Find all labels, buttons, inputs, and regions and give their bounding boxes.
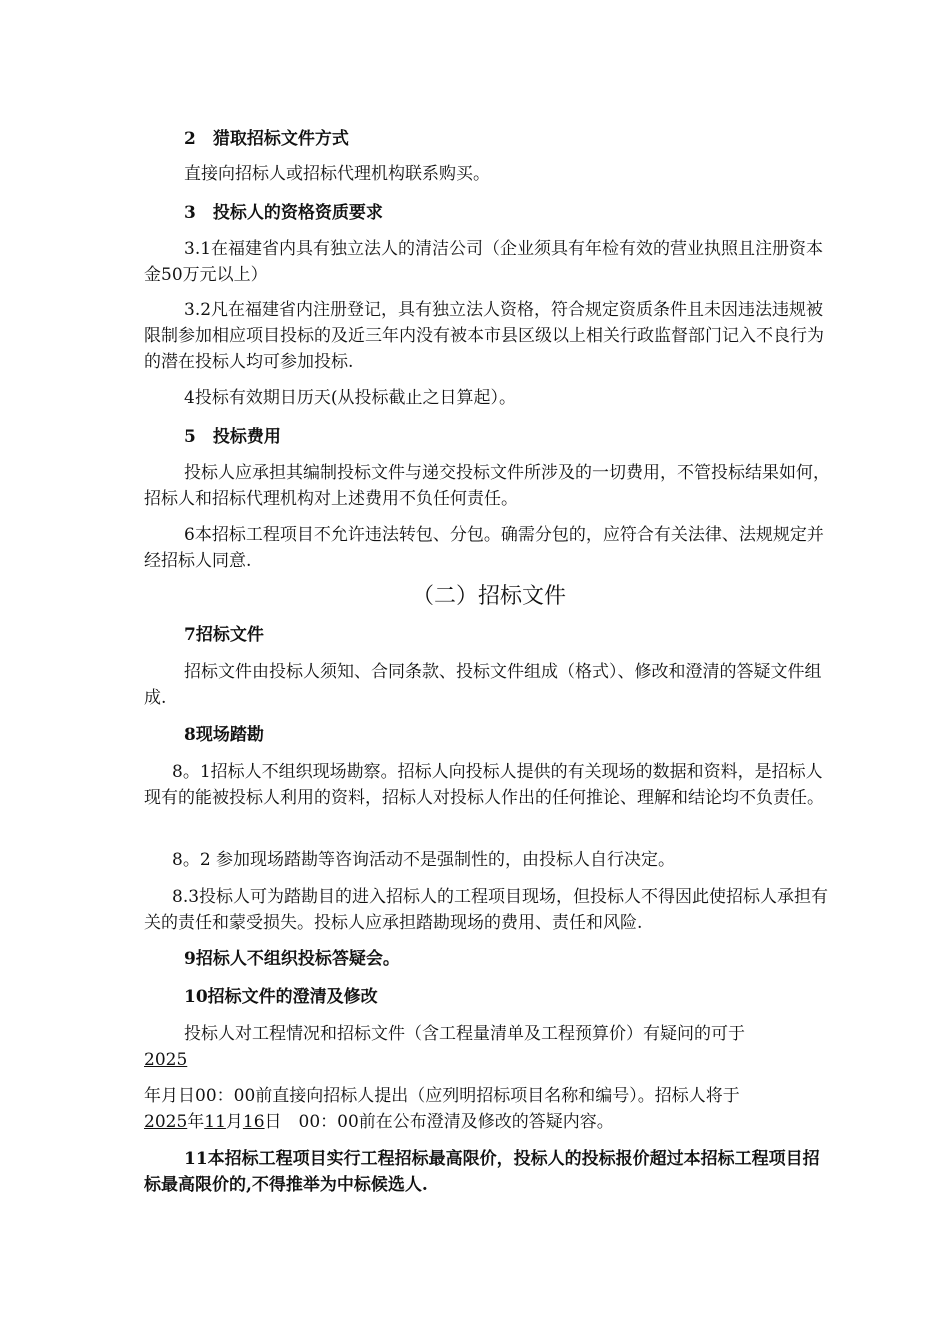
section-10-day: 16: [242, 1112, 265, 1132]
section-5-heading: 5 投标费用: [184, 427, 281, 447]
section-2-heading: 2 猎取招标文件方式: [184, 129, 349, 149]
section-8-3: 8.3投标人可为踏勘目的进入招标人的工程项目现场，但投标人不得因此使招标人承担有关的责任和蒙受损失。投标人应承担踏勘现场的费用、责任和风险.: [144, 887, 829, 933]
section-7-body: 招标文件由投标人须知、合同条款、投标文件组成（格式）、修改和澄清的答疑文件组成.: [144, 662, 822, 708]
section-8-1: 8。1招标人不组织现场勘察。招标人向投标人提供的有关现场的数据和资料，是招标人现有的能被投标人利用的资料，招标人对投标人作出的任何推论、理解和结论均不负责任。: [144, 762, 824, 808]
section-9: 9招标人不组织投标答疑会。: [184, 949, 400, 969]
section-8-2: 8。2 参加现场踏勘等咨询活动不是强制性的，由投标人自行决定。: [172, 850, 676, 870]
section-3-heading: 3 投标人的资格资质要求: [184, 203, 383, 223]
section-10-text-c: 日 00：00前在公布澄清及修改的答疑内容。: [264, 1112, 614, 1132]
section-8-heading: 8现场踏勘: [184, 725, 264, 745]
section-10-text-a: 投标人对工程情况和招标文件（含工程量清单及工程预算价）有疑问的可于: [184, 1024, 745, 1044]
section-3-2: 3.2凡在福建省内注册登记，具有独立法人资格，符合规定资质条件且未因违法违规被限制参加相应项目投标的及近三年内没有被本市县区级以上相关行政监督部门记入不良行为的潜在投标人均可参加投标.: [144, 300, 824, 372]
section-10-year-2: 2025: [144, 1112, 188, 1132]
section-10-month: 11: [204, 1112, 226, 1132]
section-4: 4投标有效期日历天(从投标截止之日算起）。: [184, 388, 516, 408]
section-10-heading: 10招标文件的澄清及修改: [184, 987, 378, 1007]
section-11: 11本招标工程项目实行工程招标最高限价，投标人的投标报价超过本招标工程项目招标最高限价的,不得推举为中标候选人.: [144, 1149, 820, 1195]
section-10-yue: 月: [225, 1112, 243, 1132]
section-10-year-1: 2025: [144, 1050, 188, 1070]
section-10-body-b: [144, 1083, 834, 1135]
section-5-body: 投标人应承担其编制投标文件与递交投标文件所涉及的一切费用，不管投标结果如何，招标人和招标代理机构对上述费用不负任何责任。: [144, 463, 830, 509]
part-2-title: （二）招标文件: [411, 584, 566, 609]
section-10-body-a: [144, 1021, 834, 1073]
section-10-nian: 年: [187, 1112, 205, 1132]
section-6: 6本招标工程项目不允许违法转包、分包。确需分包的，应符合有关法律、法规规定并经招标人同意.: [144, 525, 824, 571]
section-3-1: 3.1在福建省内具有独立法人的清洁公司（企业须具有年检有效的营业执照且注册资本金50万元以上）: [144, 239, 824, 285]
section-2-body: 直接向招标人或招标代理机构联系购买。: [184, 164, 490, 184]
section-7-heading: 7招标文件: [184, 625, 264, 645]
section-10-text-b: 年月日00：00前直接向招标人提出（应列明招标项目名称和编号）。招标人将于: [144, 1086, 740, 1106]
